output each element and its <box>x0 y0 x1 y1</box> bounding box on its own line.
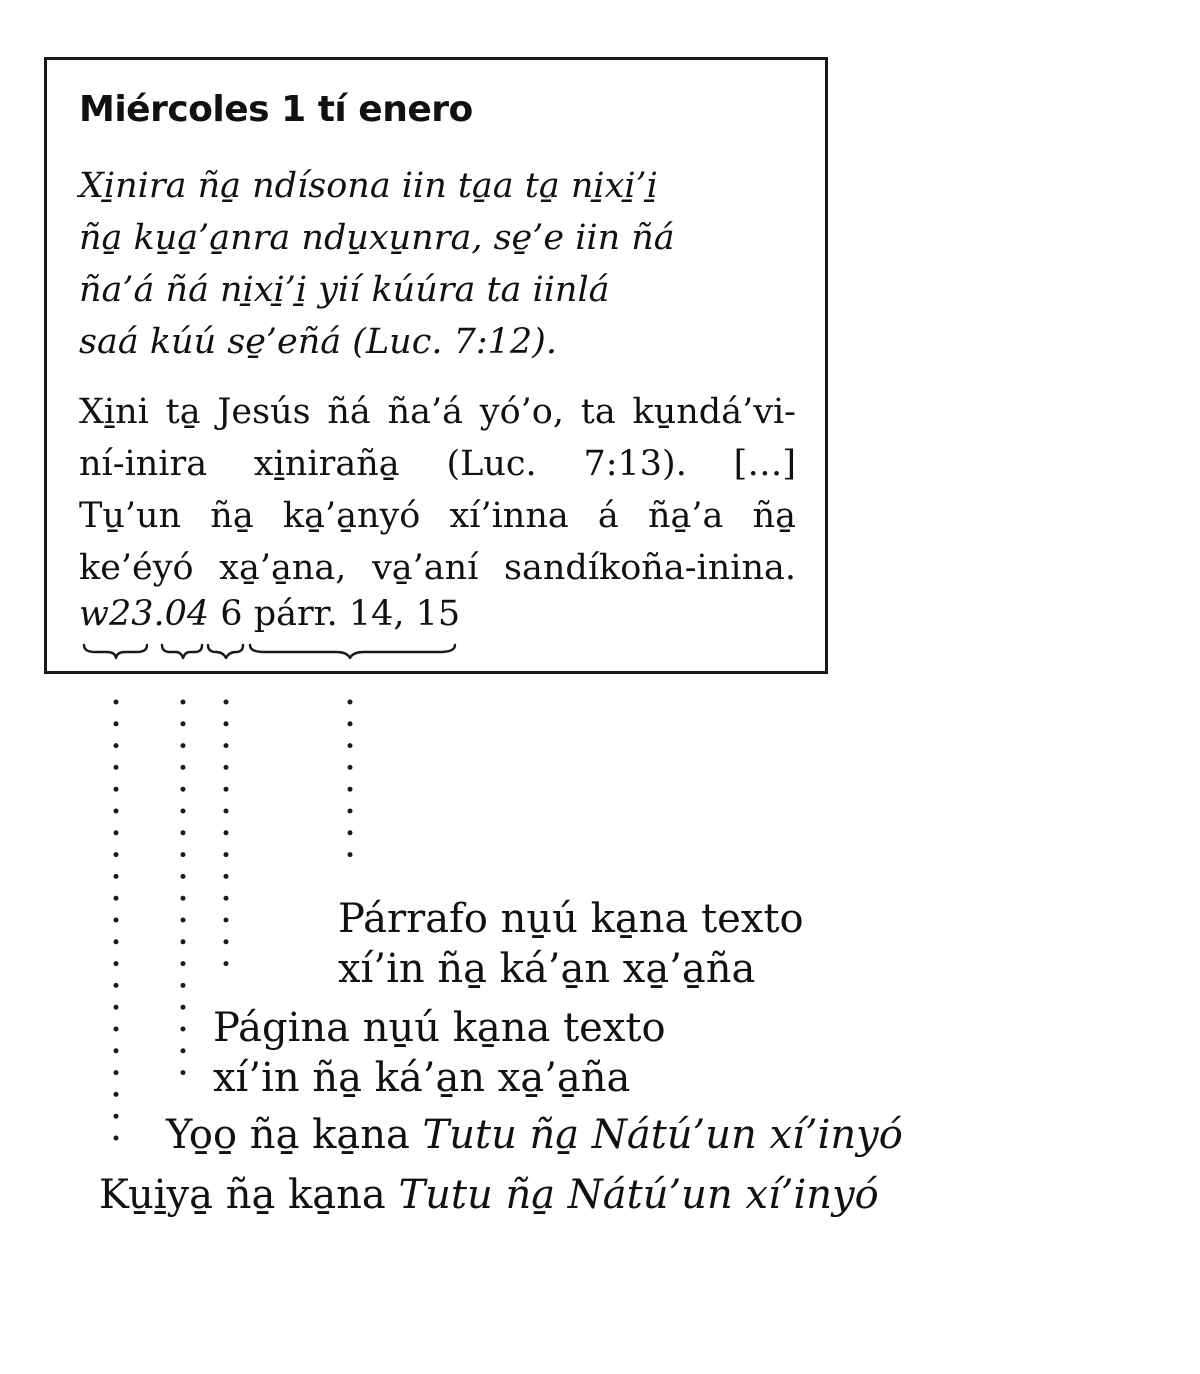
year-legend-title: Tutu ña̱ Nátú’un xí’inyó <box>398 1172 879 1218</box>
comment-line: Xi̱ni ta̱ Jesús ñá ña’á yó’o, ta ku̱ndá’vi- <box>79 392 796 432</box>
paragraph-brace <box>250 645 455 658</box>
scripture-line: saá kúú se̱’eñá (Luc. 7:12). <box>79 322 557 362</box>
year-legend <box>99 1170 879 1220</box>
reference-publication: w23.04 <box>79 594 210 634</box>
page-legend-line: xí’in ña̱ ká’a̱n xa̱’a̱ña <box>213 1055 631 1101</box>
comment-line: Tu̱’un ña̱ ka̱’a̱nyó xí’inna á ña̱’a ña̱ <box>79 496 796 536</box>
paragraph-legend <box>338 894 804 994</box>
page-legend <box>213 1003 666 1103</box>
paragraph-legend-line: Párrafo nu̱ú ka̱na texto <box>338 896 804 942</box>
issue-legend-title: Tutu ña̱ Nátú’un xí’inyó <box>422 1112 903 1158</box>
year-brace <box>84 645 147 658</box>
comment-line: ní-inira xi̱niraña̱ (Luc. 7:13). […] <box>79 444 796 484</box>
daily-text-date-heading: Miércoles 1 tí enero <box>79 89 473 130</box>
issue-legend-prefix: Yo̱o̱ ña̱ ka̱na <box>166 1112 410 1158</box>
issue-legend <box>166 1110 903 1160</box>
reference-paragraphs: párr. 14, 15 <box>253 594 461 634</box>
comment-line: ke’éyó xa̱’a̱na, va̱’aní sandíkoña-inina. <box>79 548 796 588</box>
page-brace <box>208 645 243 658</box>
issue-brace <box>162 645 202 658</box>
scripture-line: ña̱ ku̱a̱’a̱nra ndu̱xu̱nra, se̱’e iin ñá <box>79 218 675 258</box>
scripture-line: ña’á ñá ni̱xi̱’i̱ yií kúúra ta iinlá <box>79 270 610 310</box>
year-legend-prefix: Ku̱i̱ya̱ ña̱ ka̱na <box>99 1172 386 1218</box>
paragraph-legend-line: xí’in ña̱ ká’a̱n xa̱’a̱ña <box>338 946 756 992</box>
reference-page: 6 <box>220 594 243 634</box>
scripture-line: Xi̱nira ña̱ ndísona iin ta̱a ta̱ ni̱xi̱’i̱ <box>79 166 658 206</box>
page-legend-line: Página nu̱ú ka̱na texto <box>213 1005 666 1051</box>
